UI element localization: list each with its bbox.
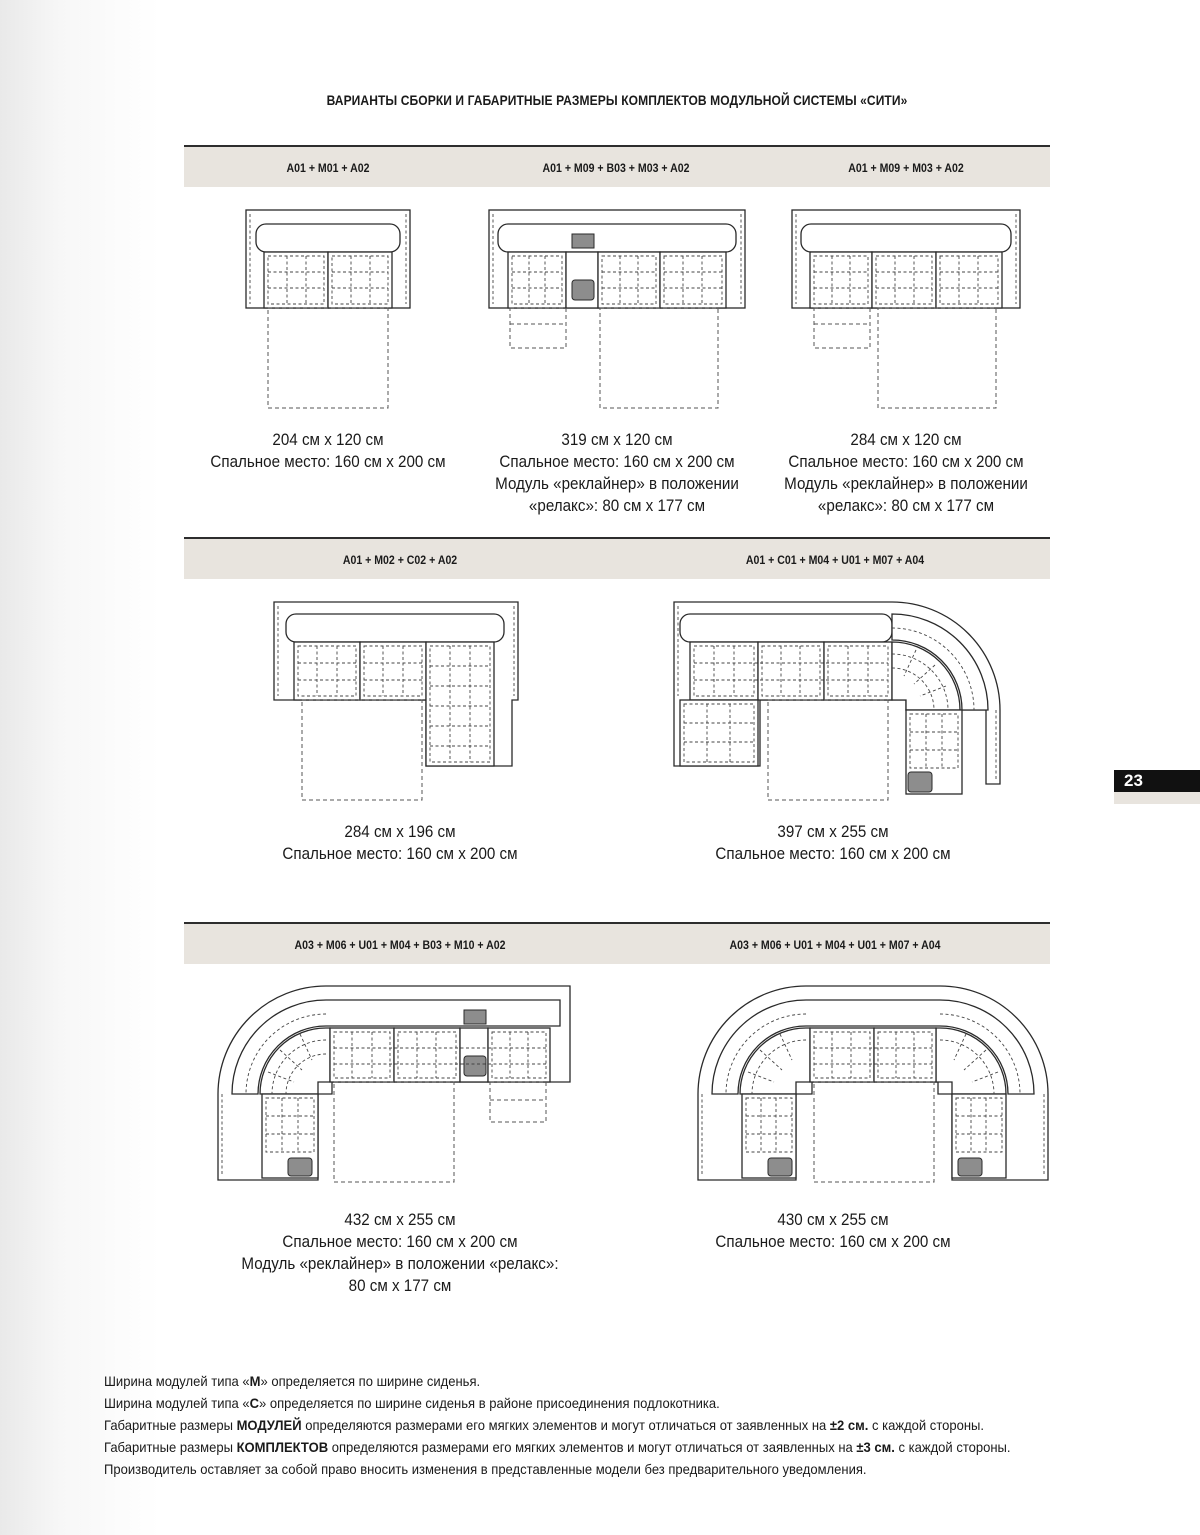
caption-line: Спальное место: 160 см х 200 см <box>210 453 446 471</box>
caption-line: 284 см х 196 см <box>344 823 456 841</box>
caption-line: 319 см х 120 см <box>561 431 673 449</box>
page-number: 23 <box>1114 770 1200 792</box>
caption-line: 397 см х 255 см <box>777 823 889 841</box>
set-caption-3 <box>784 429 1028 517</box>
set-caption-4 <box>282 821 517 865</box>
note-line <box>104 1414 1011 1436</box>
caption-line: Модуль «реклайнер» в положении <box>495 475 739 493</box>
note-text: Габаритные размеры <box>104 1417 237 1433</box>
note-line <box>104 1436 1011 1458</box>
caption-line: 204 см х 120 см <box>272 431 384 449</box>
set-caption-5 <box>715 821 950 865</box>
set-label-1: A01 + M01 + A02 <box>286 161 370 175</box>
note-line <box>104 1370 1011 1392</box>
note-text: Габаритные размеры <box>104 1439 237 1455</box>
caption-line: Спальное место: 160 см х 200 см <box>788 453 1024 471</box>
set-label-6: A03 + M06 + U01 + M04 + B03 + M10 + A02 <box>294 938 506 952</box>
caption-line: «релакс»: 80 см х 177 см <box>817 497 995 515</box>
note-bold: ±3 см. <box>856 1439 895 1455</box>
note-bold: ±2 см. <box>829 1417 869 1433</box>
caption-line: 432 см х 255 см <box>344 1211 456 1229</box>
note-text: » определяется по ширине сиденья в районе присоединения подлокотника. <box>259 1395 720 1411</box>
note-text: определяются размерами его мягких элементов и могут отличаться от заявленных на <box>301 1417 830 1433</box>
caption-line: Модуль «реклайнер» в положении <box>784 475 1028 493</box>
set-caption-2 <box>495 429 739 517</box>
page-number-tab <box>1114 770 1200 804</box>
note-text: с каждой стороны. <box>868 1417 985 1433</box>
note-bold: С <box>249 1395 260 1411</box>
note-line <box>104 1392 1011 1414</box>
set-label-2: A01 + M09 + B03 + M03 + A02 <box>542 161 690 175</box>
note-text: Производитель оставляет за собой право вносить изменения в представленные модели без предварительного уведомления. <box>104 1461 867 1477</box>
set-caption-1 <box>210 429 445 473</box>
caption-line: Спальное место: 160 см х 200 см <box>715 845 951 863</box>
caption-line: 284 см х 120 см <box>850 431 962 449</box>
set-label-5: A01 + C01 + M04 + U01 + M07 + A04 <box>745 553 925 567</box>
caption-line: 80 см х 177 см <box>348 1277 452 1295</box>
caption-line: Модуль «реклайнер» в положении «релакс»: <box>241 1255 559 1273</box>
set-caption-7 <box>715 1209 950 1253</box>
note-bold: МОДУЛЕЙ <box>236 1417 302 1433</box>
page-tab-stripe <box>1114 792 1200 804</box>
note-line <box>104 1458 1011 1480</box>
caption-line: «релакс»: 80 см х 177 см <box>528 497 706 515</box>
note-text: с каждой стороны. <box>894 1439 1011 1455</box>
caption-line: Спальное место: 160 см х 200 см <box>282 1233 518 1251</box>
page-title: ВАРИАНТЫ СБОРКИ И ГАБАРИТНЫЕ РАЗМЕРЫ КОМПЛЕКТОВ МОДУЛЬНОЙ СИСТЕМЫ «СИТИ» <box>326 92 908 108</box>
caption-line: Спальное место: 160 см х 200 см <box>715 1233 951 1251</box>
note-bold: М <box>249 1373 261 1389</box>
note-bold: КОМПЛЕКТОВ <box>236 1439 329 1455</box>
set-label-3: A01 + M09 + M03 + A02 <box>848 161 964 175</box>
footer-notes <box>104 1370 1011 1480</box>
set-caption-6 <box>241 1209 558 1297</box>
caption-line: Спальное место: 160 см х 200 см <box>499 453 735 471</box>
note-text: Ширина модулей типа « <box>104 1373 250 1389</box>
note-text: определяются размерами его мягких элементов и могут отличаться от заявленных на <box>328 1439 857 1455</box>
note-text: Ширина модулей типа « <box>104 1395 250 1411</box>
caption-line: 430 см х 255 см <box>777 1211 889 1229</box>
caption-line: Спальное место: 160 см х 200 см <box>282 845 518 863</box>
note-text: » определяется по ширине сиденья. <box>260 1373 481 1389</box>
set-label-4: A01 + M02 + C02 + A02 <box>342 553 458 567</box>
set-label-7: A03 + M06 + U01 + M04 + U01 + M07 + A04 <box>729 938 941 952</box>
